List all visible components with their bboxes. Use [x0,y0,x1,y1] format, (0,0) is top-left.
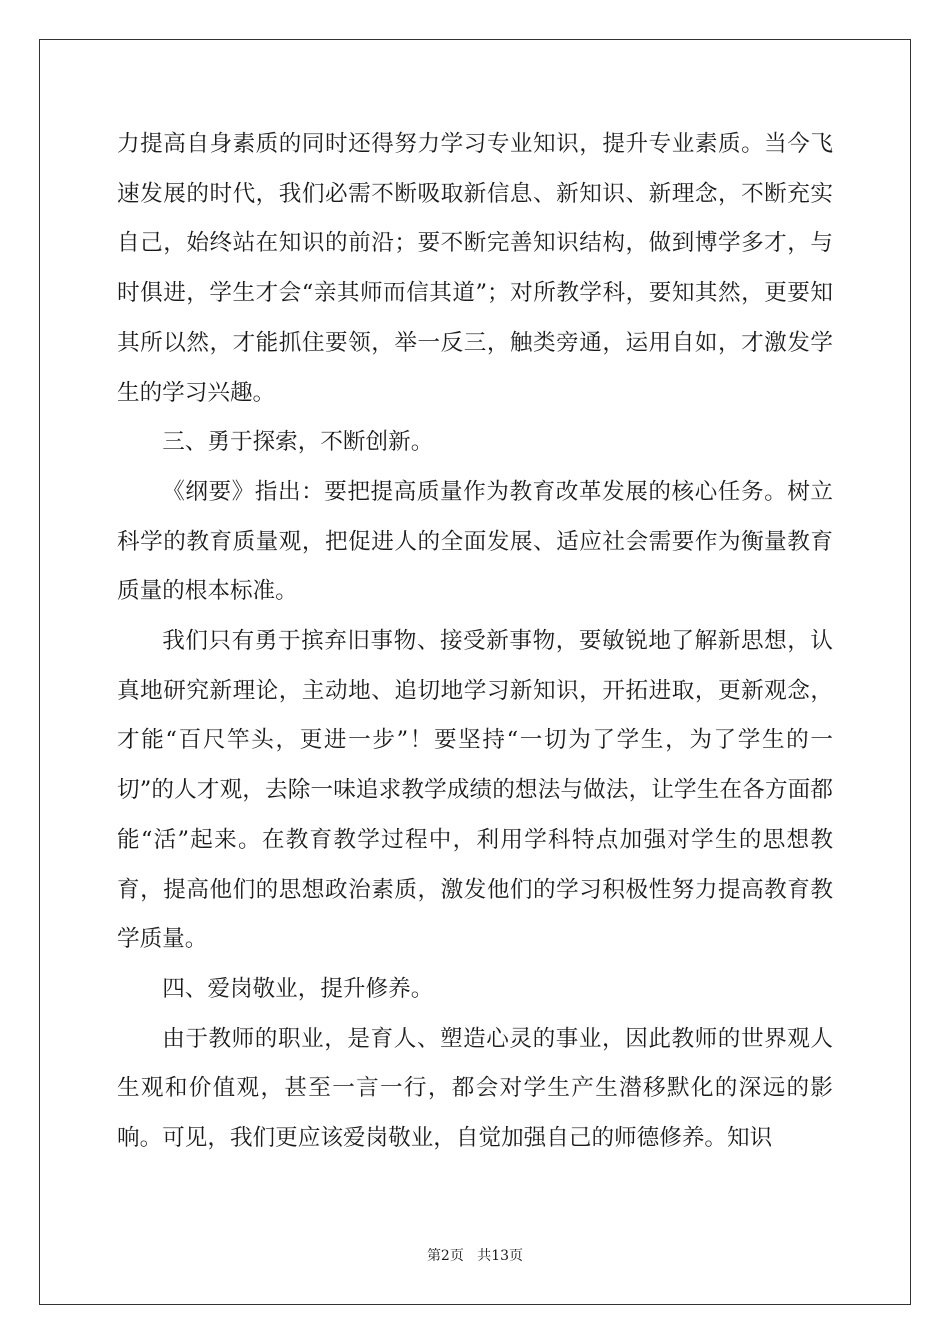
paragraph-2: 《纲要》指出：要把提高质量作为教育改革发展的核心任务。树立科学的教育质量观，把促进人的全面发展、适应社会需要作为衡量教育质量的根本标准。 [117,478,833,605]
document-body [117,120,833,1164]
paragraph-4: 由于教师的职业，是育人、塑造心灵的事业，因此教师的世界观人生观和价值观，甚至一言一行，都会对学生产生潜移默化的深远的影响。可见，我们更应该爱岗敬业，自觉加强自己的师德修养。知识 [117,1025,833,1152]
section-heading-3: 三、勇于探索，不断创新。 [162,429,434,456]
page-number: 第2页 [426,1248,464,1264]
paragraph-3: 我们只有勇于摈弃旧事物、接受新事物，要敏锐地了解新思想，认真地研究新理论，主动地、追切地学习新知识，开拓进取，更新观念，才能“百尺竿头，更进一步”！要坚持“一切为了学生，为了学生的一切”的人才观，去除一味追求教学成绩的想法与做法，让学生在各方面都能“活”起来。在教育教学过程中，利用学科特点加强对学生的思想教育，提高他们的思想政治素质，激发他们的学习积极性努力提高教育教学质量。 [117,628,833,953]
page-total: 共13页 [477,1248,524,1264]
section-heading-4: 四、爱岗敬业，提升修养。 [162,975,434,1002]
page-footer [0,1245,950,1265]
paragraph-1: 力提高自身素质的同时还得努力学习专业知识，提升专业素质。当今飞速发展的时代，我们必需不断吸取新信息、新知识、新理念，不断充实自己，始终站在知识的前沿；要不断完善知识结构，做到博学多才，与时俱进，学生才会“亲其师而信其道”；对所教学科，要知其然，更要知其所以然，才能抓住要领，举一反三，触类旁通，运用自如，才激发学生的学习兴趣。 [117,131,833,406]
